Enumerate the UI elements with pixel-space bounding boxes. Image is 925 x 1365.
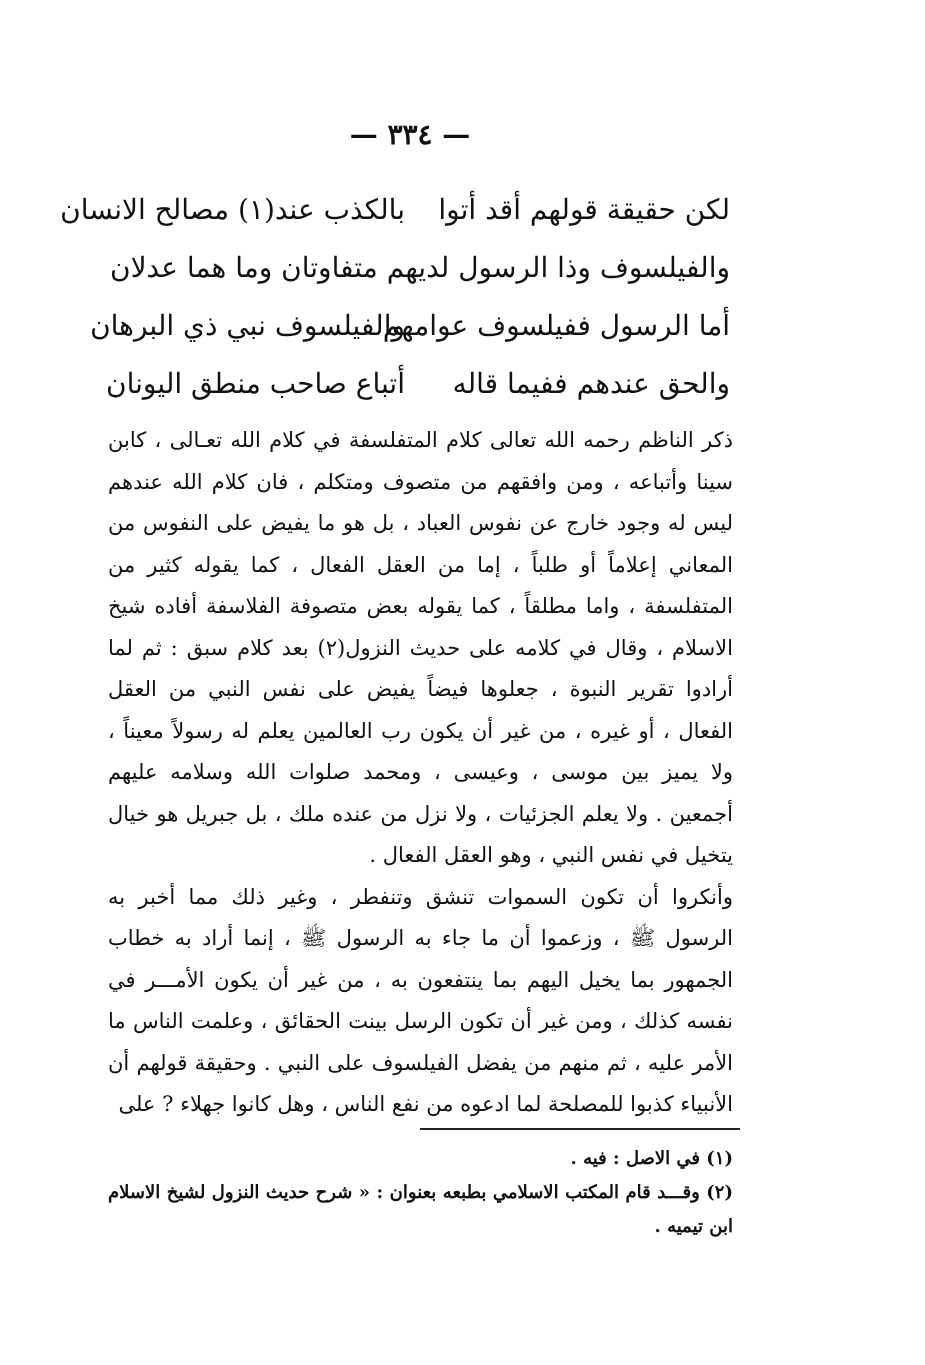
verse-line	[90, 296, 730, 354]
footnote: (٢) وقـــد قام المكتب الاسلامي بطبعه بعنوان : « شرح حديث النزول لشيخ الاسلام ابن تيميه .	[108, 1182, 733, 1237]
verse-line	[60, 180, 730, 238]
footnote-divider	[420, 1128, 740, 1130]
verse-line	[106, 354, 730, 412]
verse-second-hemistich: متفاوتان وما هما عدلان	[110, 250, 378, 284]
commentary-text	[108, 420, 733, 1126]
verse-first-hemistich: والفيلسوف وذا الرسول لديهم	[386, 250, 730, 284]
verse-second-hemistich: والفيلسوف نبي ذي البرهان	[90, 308, 405, 342]
verse-second-hemistich: بالكذب عند(١) مصالح الانسان	[60, 192, 405, 226]
poem-verses	[60, 180, 730, 412]
footnotes	[108, 1142, 733, 1244]
verse-line	[110, 238, 730, 296]
verse-second-hemistich: أتباع صاحب منطق اليونان	[106, 366, 405, 400]
verse-first-hemistich: أما الرسول ففيلسوف عوامهم	[382, 308, 730, 342]
commentary-paragraph: وأنكروا أن تكون السموات تنشق وتنفطر ، وغير ذلك مما أخبر به الرسول ﷺ ، وزعموا أن ما جاء به الرسول ﷺ ، إنما أراد به خطاب الجمهور بما يخيل اليهم بما ينتفعون به ، من غير أن يكون الأمـــر في نفسه كذلك ، ومن غير أن تكون الرسل بينت الحقائق ، وعلمت الناس ما الأمر عليه ، ثم منهم من يفضل الفيلسوف على النبي . وحقيقة قولهم أن الأنبياء كذبوا للمصلحة لما ادعوه من نفع الناس ، وهل كانوا جهلاء ? على	[108, 884, 733, 1116]
verse-first-hemistich: والحق عندهم ففيما قاله	[452, 366, 730, 400]
verse-first-hemistich: لكن حقيقة قولهم أقد أتوا	[438, 192, 730, 226]
footnote: (١) في الاصل : فيه .	[570, 1148, 733, 1169]
commentary-paragraph: ذكر الناظم رحمه الله تعالى كلام المتفلسفة في كلام الله تعـالى ، كابن سينا وأتباعه ، ومن وافقهم من متصوف ومتكلم ، فان كلام الله عندهم ليس له وجود خارج عن نفوس العباد ، بل هو ما يفيض على النفوس من المعاني إعلاماً أو طلباً ، إما من العقل الفعال ، كما يقوله كثير من المتفلسفة ، واما مطلقاً ، كما يقوله بعض متصوفة الفلاسفة أفاده شيخ الاسلام ، وقال في كلامه على حديث النزول(٢) بعد كلام سبق : ثم لما أرادوا تقرير النبوة ، جعلوها فيضاً يفيض على نفس النبي من العقل الفعال ، أو غيره ، من غير أن يكون رب العالمين يعلم له رسولاً معيناً ، ولا يميز بين موسى ، وعيسى ، ومحمد صلوات الله وسلامه عليهم أجمعين . ولا يعلم الجزئيات ، ولا نزل من عنده ملك ، بل جبريل هو خيال يتخيل في نفس النبي ، وهو العقل الفعال .	[108, 428, 733, 867]
page-number: — ٣٣٤ —	[349, 118, 471, 151]
